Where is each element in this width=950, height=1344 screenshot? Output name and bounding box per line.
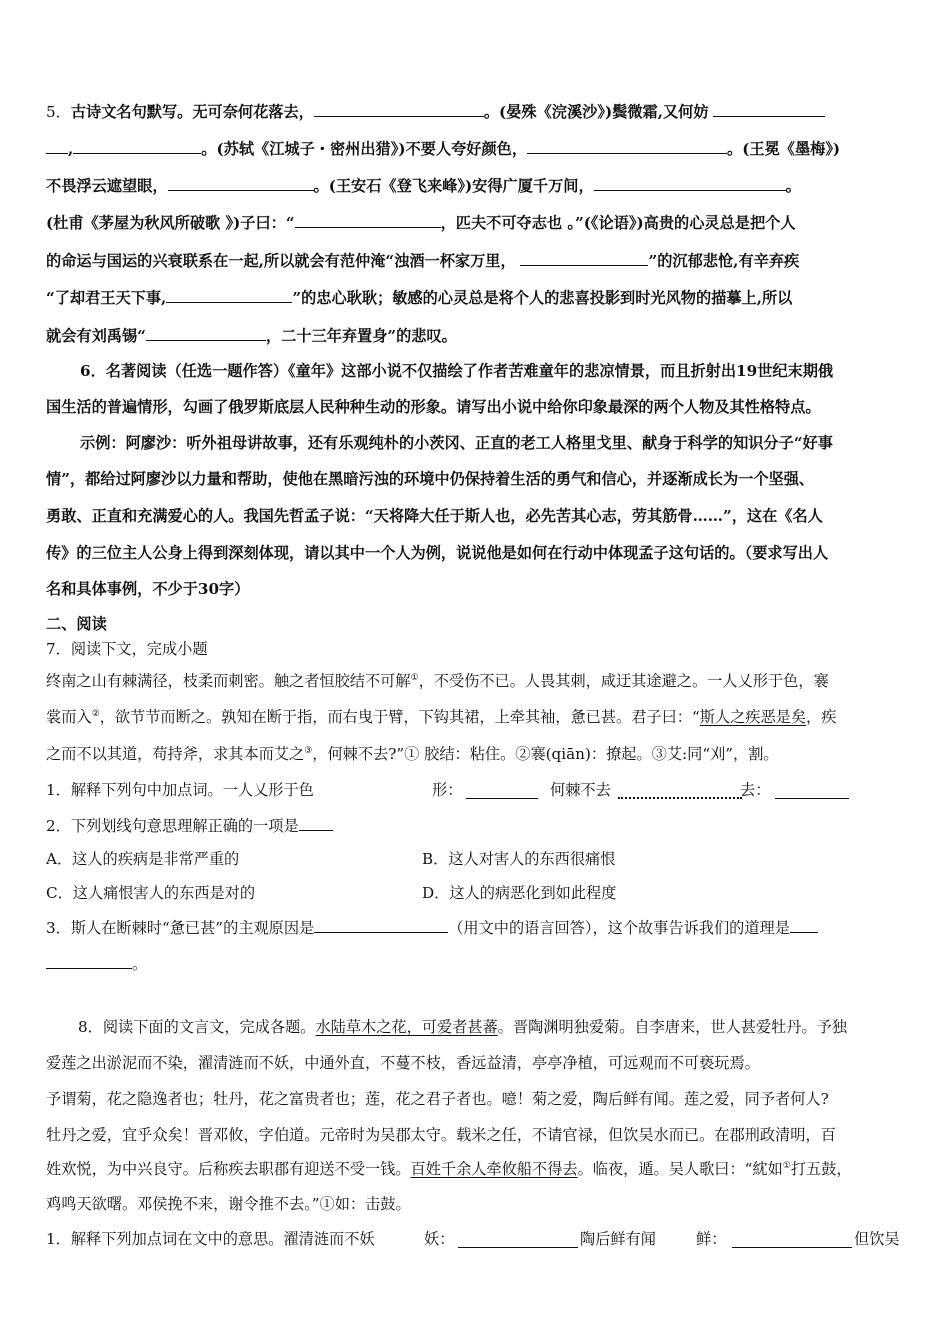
- answer-blank[interactable]: [46, 953, 132, 969]
- answer-blank[interactable]: [527, 138, 727, 154]
- answer-blank[interactable]: [146, 325, 266, 341]
- q7-sub-1: 1．解释下列句中加点词。一人乂形于色 形： 何棘不去 去：: [46, 779, 908, 801]
- option-d[interactable]: D．这人的病恶化到如此程度: [422, 884, 617, 902]
- q6-line-7: 名和具体事例，不少于30字）: [46, 580, 250, 598]
- answer-blank[interactable]: [520, 250, 648, 266]
- q7-options-row-2: [46, 882, 908, 904]
- underlined-sentence: 斯人之疾恶是矣: [699, 708, 807, 726]
- answer-blank[interactable]: [299, 815, 333, 831]
- q7-passage-1: 终南之山有棘满径，枝柔而刺密。触之者恒胶结不可解①，不受伤不已。人畏其刺，咸迂其途避之。一人乂形于色，褰: [46, 672, 829, 690]
- answer-blank[interactable]: [314, 101, 484, 117]
- q7-options-row-1: [46, 848, 908, 870]
- q6-line-4: 情”，都给过阿廖沙以力量和帮助，使他在黑暗污浊的环境中仍保持着生活的勇气和信心，并逐渐成长为一个坚强、: [46, 470, 815, 488]
- option-b[interactable]: B．这人对害人的东西很痛恨: [422, 850, 616, 868]
- answer-blank[interactable]: [775, 783, 849, 799]
- answer-blank[interactable]: [594, 175, 786, 191]
- answer-blank[interactable]: [732, 1232, 852, 1248]
- q5-line-4: (杜甫《茅屋为秋风所破歌 》)子曰：“ ，匹夫不可夺志也 。”(《论语》)高贵的心灵总是把个人: [46, 214, 796, 232]
- section-heading: 二、阅读: [46, 615, 107, 633]
- answer-blank[interactable]: [295, 212, 441, 228]
- q7-sub-3: 3．斯人在断棘时“惫已甚”的主观原因是 （用文中的语言回答），这个故事告诉我们的道理是: [46, 917, 908, 939]
- option-a[interactable]: A．这人的疾病是非常严重的: [46, 850, 240, 868]
- q7-passage-2: 裳而入②，欲节节而断之。孰知在断于指，而右曳于臂，下钩其裙，上牵其袖，惫已甚。君子曰：“斯人之疾恶是矣，疾: [46, 708, 837, 726]
- q7-sub-3-cont: 。: [46, 953, 908, 975]
- q8-line-1: 8．阅读下面的文言文，完成各题。水陆草木之花，可爱者甚蕃。晋陶渊明独爱菊。自李唐来，世人甚爱牡丹。予独: [78, 1018, 848, 1036]
- q8-line-2: 爱莲之出淤泥而不染，濯清涟而不妖，中通外直，不蔓不枝，香远益清，亭亭净植，可远观而不可亵玩焉。: [46, 1054, 760, 1072]
- q5-line-7: 就会有刘禹锡“ ，二十三年弃置身”的悲叹。: [46, 327, 457, 345]
- q6-line-2: 国生活的普遍情形，勾画了俄罗斯底层人民种种生动的形象。请写出小说中给你印象最深的两个人物及其性格特点。: [46, 398, 821, 416]
- answer-blank[interactable]: [73, 138, 201, 154]
- q6-line-5: 勇敢、正直和充满爱心的人。我国先哲孟子说：“天将降大任于斯人也，必先苦其心志，劳其筋骨……”，这在《名人: [46, 507, 823, 525]
- q7-passage-3: 之而不以其道，苟持斧，求其本而艾之③，何棘不去?”① 胶结：粘住。②褰(qiān)：撩起。③艾:同“刈”，割。: [46, 745, 779, 763]
- answer-blank[interactable]: [166, 287, 292, 303]
- q8-line-5: 姓欢悦，为中兴良守。后称疾去职郡有迎送不受一钱。百姓千余人牵攸船不得去。临夜，遁。吴人歌曰：“紞如①打五鼓，: [46, 1160, 852, 1178]
- q5-line-2: , 。(苏轼《江城子・密州出猎》)不要人夸好颜色， 。(王冕《墨梅》): [46, 138, 908, 160]
- answer-blank[interactable]: [314, 917, 448, 933]
- q6-line-6: 传》的三位主人公身上得到深刻体现，请以其中一个人为例，说说他是如何在行动中体现孟子这句话的。（要求写出人: [46, 544, 829, 562]
- q6-line-3: 示例：阿廖沙：听外祖母讲故事，还有乐观纯朴的小茨冈、正直的老工人格里戈里、献身于科学的知识分子“好事: [80, 434, 833, 452]
- q6-line-1: 6．名著阅读（任选一题作答）《童年》这部小说不仅描绘了作者苦难童年的悲凉情景，而且折射出19世纪末期俄: [80, 362, 834, 380]
- underlined-sentence: 百姓千余人牵攸船不得去: [410, 1160, 578, 1178]
- q5-line-1: 5．古诗文名句默写。无可奈何花落去， 。(晏殊《浣溪沙》)鬓微霜,又何妨: [46, 101, 908, 123]
- q8-sub-1: 1．解释下列加点词在文中的意思。濯清涟而不妖 妖： 陶后鲜有闻 鲜： 但饮吴: [46, 1230, 900, 1248]
- q5-line-3: 不畏浮云遮望眼， 。(王安石《登飞来峰》)安得广厦千万间， 。: [46, 177, 801, 195]
- q8-line-4: 牡丹之爱，宜乎众矣！晋邓攸，字伯道。元帝时为吴郡太守。载米之任，不请官禄，但饮吴水而已。在郡刑政清明，百: [46, 1126, 836, 1144]
- q7-sub-2: 2．下列划线句意思理解正确的一项是: [46, 815, 908, 837]
- q7-title: 7．阅读下文，完成小题: [46, 640, 208, 658]
- answer-blank[interactable]: [466, 783, 538, 799]
- answer-blank[interactable]: [790, 917, 818, 933]
- answer-blank[interactable]: [46, 138, 68, 154]
- q8-line-6: 鸡鸣天欲曙。邓侯挽不来，谢令推不去。”①如：击鼓。: [46, 1195, 411, 1213]
- q5-line-5: 的命运与国运的兴衰联系在一起,所以就会有范仲淹“浊酒一杯家万里， ”的沉郁悲怆,有辛弃疾: [46, 252, 800, 270]
- answer-blank[interactable]: [713, 101, 825, 117]
- answer-blank[interactable]: [168, 175, 314, 191]
- option-c[interactable]: C．这人痛恨害人的东西是对的: [46, 884, 256, 902]
- q8-line-3: 予谓菊，花之隐逸者也；牡丹，花之富贵者也；莲，花之君子者也。噫！菊之爱，陶后鲜有闻。莲之爱，同予者何人?: [46, 1090, 829, 1108]
- answer-blank-dotted[interactable]: [618, 783, 742, 799]
- q5-line-6: “了却君王天下事, ”的忠心耿耿；敏感的心灵总是将个人的悲喜投影到时光风物的描摹上,所以: [46, 289, 793, 307]
- answer-blank[interactable]: [458, 1232, 578, 1248]
- underlined-sentence: 水陆草木之花，可爱者甚蕃: [315, 1018, 498, 1036]
